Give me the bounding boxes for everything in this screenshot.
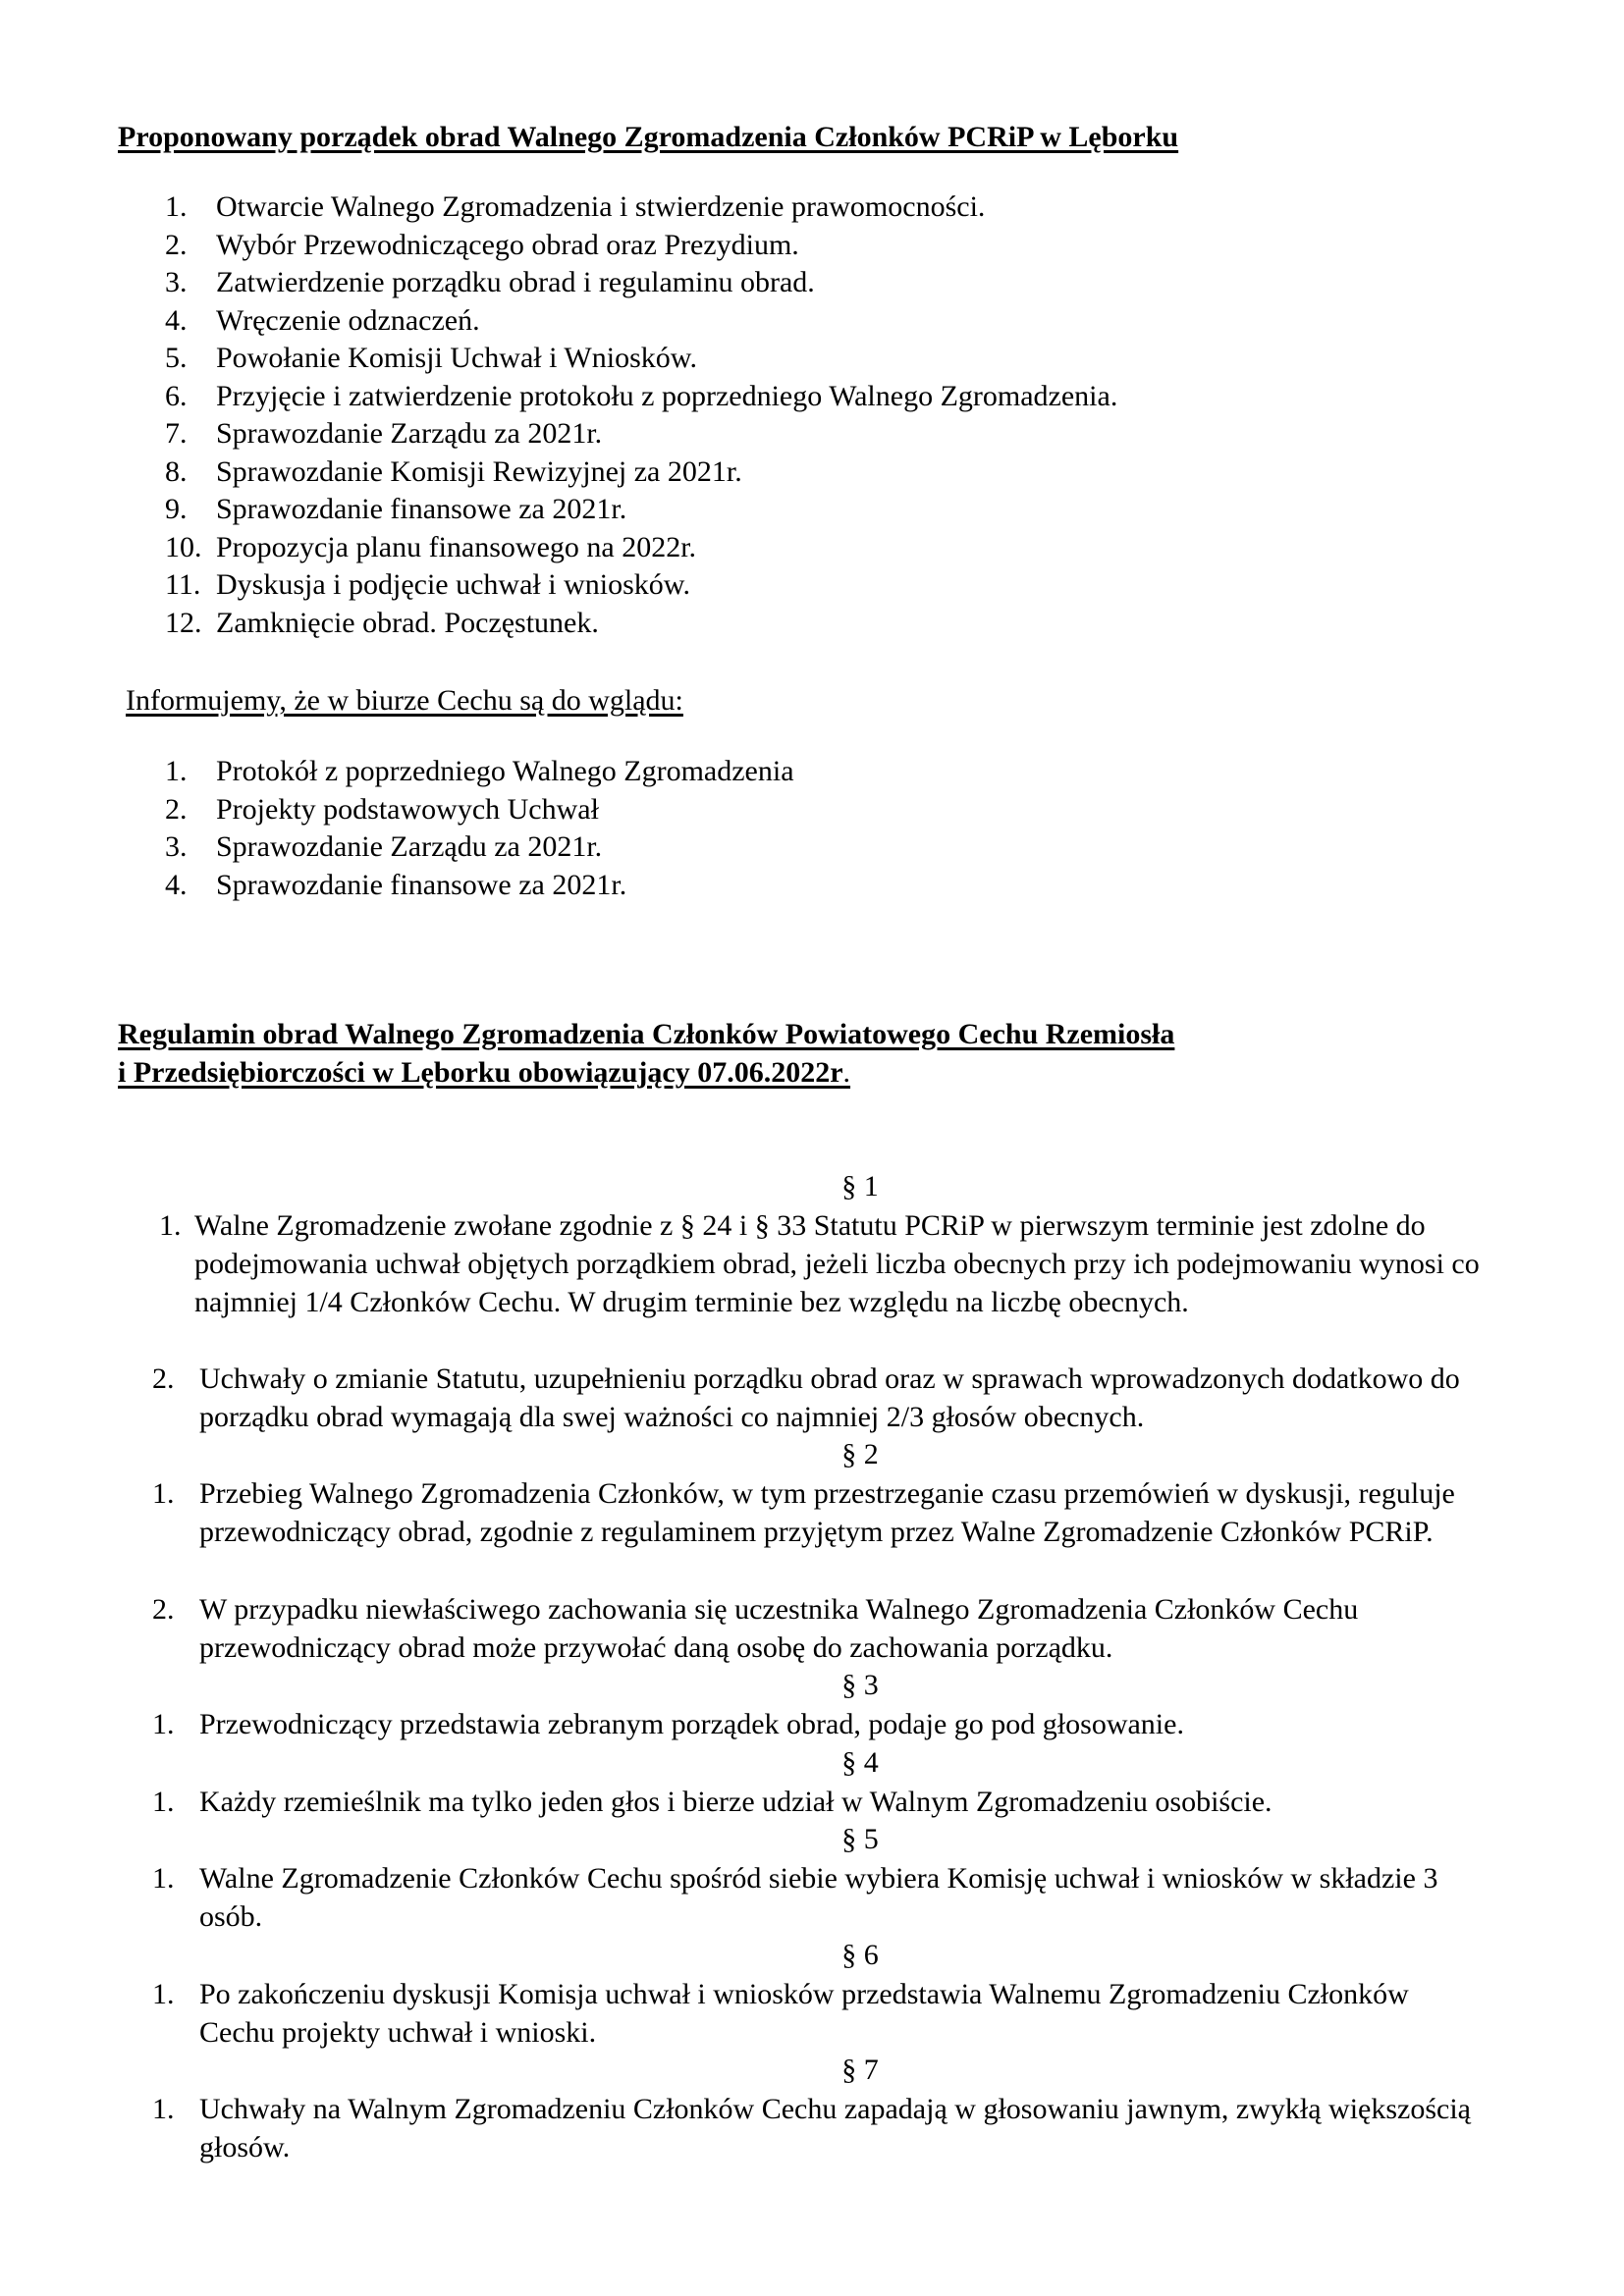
- section-symbol: § 5: [841, 1823, 879, 1855]
- agenda-title: Proponowany porządek obrad Walnego Zgromadzenia Członków PCRiP w Lęborku: [118, 121, 1179, 153]
- info-title: Informujemy, że w biurze Cechu są do wglądu:: [126, 684, 683, 717]
- section-symbol: § 7: [841, 2054, 879, 2086]
- document-page: Proponowany porządek obrad Walnego Zgromadzenia Członków PCRiP w Lęborku 1. Otwarcie Walnego Zgromadzenia i stwierdzenie prawomocności. 2. Wybór Przewodniczącego obrad oraz Prezydium. 3. Zatwierdzenie porządku obrad i regulaminu obrad. 4. Wręczenie odznaczeń. 5. Powołanie Komisji Uchwał i Wniosków. 6. Przyjęcie i zatwierdzenie protokołu z poprzedniego Walnego Zgromadzenia. 7. Sprawozdanie Zarządu za 2021r. 8. Sprawozdanie Komisji Rewizyjnej za 2021r. 9. Sprawozdanie finansowe za 2021r. 10. Propozycja planu finansowego na 2022r. 11. Dyskusja i podjęcie uchwał i wniosków. 12. Zamknięcie obrad. Poczęstunek. Informujemy, że w biurze Cechu są do wglądu: 1. Protokół z poprzedniego Walnego Zgromadzenia 2. Projekty podstawowych Uchwał 3. Sprawozdanie Zarządu za 2021r. 4. Sprawozdanie finansowe za 2021r. Regulamin obrad Walnego Zgromadzenia Członków Powiatowego Cechu Rzemiosła i Przedsiębiorczości w Lęborku obowiązujący 07.06.2022r. § 1 1. Walne Zgromadzenie zwołane zgodnie z § 24 i § 33 Statutu PCRiP w pierwszym terminie jest zdolne do podejmowania uchwał objętych porządkiem obrad, jeżeli liczba obecnych przy ich podejmowaniu wynosi co najmniej 1/4 Członków Cechu. W drugim terminie bez względu na liczbę obecnych. 2. Uchwały o zmianie Statutu, uzupełnieniu porządku obrad oraz w sprawach wprowadzonych dodatkowo do porządku obrad wymagają dla swej ważności co najmniej 2/3 głosów obecnych. § 2 1. Przebieg Walnego Zgromadzenia Członków, w tym przestrzeganie czasu przemówień w dyskusji, reguluje przewodniczący obrad, zgodnie z regulaminem przyjętym przez Walne Zgromadzenie Członków PCRiP. 2. W przypadku niewłaściwego zachowania się uczestnika Walnego Zgromadzenia Członków Cechu przewodniczący obrad może przywołać daną osobę do zachowania porządku. § 3 1. Przewodniczący przedstawia zebranym porządek obrad, podaje go pod głosowanie. § 4 1. Każdy rzemieślnik ma tylko jeden głos i bierze udział w Walnym Zgromadzeniu osobiście. § 5 1. Walne Zgromadzenie Członków Cechu spośród siebie wybiera Komisję uchwał i wniosków w składzie 3 osób. § 6 1. Po zakończeniu dyskusji Komisja uchwał i wniosków przedstawia Walnemu Zgromadzeniu Członków Cechu projekty uchwał i wnioski. § 7 1. Uchwały na Walnym Zgromadzeniu Członków Cechu zapadają w głosowaniu jawnym, zwykłą większością głosów.: [118, 121, 1480, 2163]
- section-symbol: § 1: [841, 1170, 879, 1202]
- regulations-title-line2: i Przedsiębiorczości w Lęborku obowiązujący 07.06.2022r.: [118, 1056, 851, 1089]
- section-symbol: § 2: [841, 1438, 879, 1470]
- section-symbol: § 6: [841, 1939, 879, 1971]
- section-symbol: § 3: [841, 1669, 879, 1701]
- regulations-title-line1: Regulamin obrad Walnego Zgromadzenia Członków Powiatowego Cechu Rzemiosła: [118, 1018, 1175, 1050]
- section-symbol: § 4: [841, 1746, 879, 1779]
